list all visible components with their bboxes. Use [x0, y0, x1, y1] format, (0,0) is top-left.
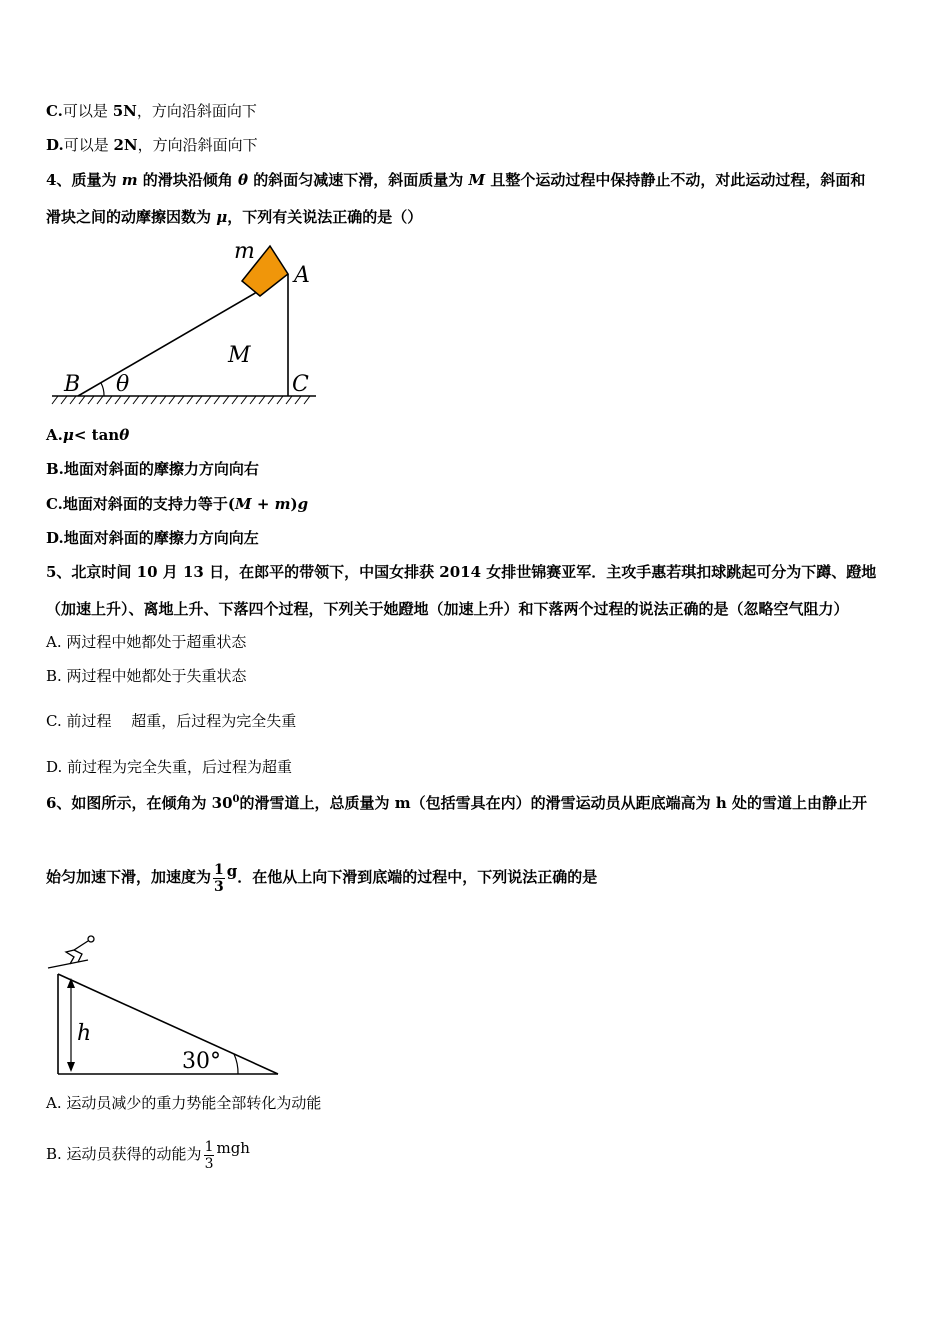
q4-option-c: C.地面对斜面的支持力等于(M + m)g	[46, 495, 309, 513]
q4-angle-arc	[101, 383, 104, 396]
q6-option-b: B. 运动员获得的动能为 $\frac{1}{3}$ mgh	[46, 1138, 250, 1172]
q4-stem-line1: 4、质量为 m 的滑块沿倾角 θ 的斜面匀减速下滑，斜面质量为 M 且整个运动过程中保持静止不动，对此运动过程，斜面和	[46, 171, 866, 189]
q5-stem-line2: （加速上升）、离地上升、下落四个过程，下列关于她蹬地（加速上升）和下落两个过程的说法正确的是（忽略空气阻力）	[46, 600, 849, 618]
q5-stem-line1: 5、北京时间 10 月 13 日，在郎平的带领下，中国女排获 2014 女排世锦赛亚军．主攻手惠若琪扣球跳起可分为下蹲、蹬地	[46, 563, 877, 581]
q3-option-c: C.可以是 5N，方向沿斜面向下	[46, 102, 257, 120]
q6-option-b-fraction: $\frac{1}{3}$	[204, 1138, 214, 1172]
q4-incline-figure	[48, 236, 323, 411]
q5-option-c: C. 前过程 超重，后过程为完全失重	[46, 712, 297, 730]
q4-ground-hatching	[52, 396, 310, 404]
q4-label-big-m: M	[228, 343, 251, 368]
q6-ski-slope-figure	[44, 930, 284, 1080]
q5-option-d: D. 前过程为完全失重，后过程为超重	[46, 758, 293, 776]
q4-label-c: C	[292, 372, 309, 397]
q4-stem-line2: 滑块之间的动摩擦因数为 μ，下列有关说法正确的是（）	[46, 208, 423, 226]
q6-option-a: A. 运动员减少的重力势能全部转化为动能	[46, 1094, 322, 1112]
q5-option-b: B. 两过程中她都处于失重状态	[46, 667, 247, 685]
q6-angle-arc	[234, 1054, 238, 1074]
q6-label-h: h	[77, 1021, 92, 1046]
q6-label-angle: 30°	[182, 1049, 221, 1074]
q6-stem-line1: 6、如图所示，在倾角为 $30^0$的滑雪道上，总质量为 m（包括雪具在内）的滑雪运动员从距底端高为 h 处的雪道上由静止开	[46, 794, 867, 812]
q5-option-a: A. 两过程中她都处于超重状态	[46, 633, 247, 651]
skier-icon	[48, 936, 94, 968]
q3-option-d: D.可以是 2N，方向沿斜面向下	[46, 136, 258, 154]
q4-label-theta: θ	[116, 372, 130, 397]
q4-label-a: A	[294, 263, 310, 288]
q4-option-d: D.地面对斜面的摩擦力方向向左	[46, 529, 259, 547]
q4-label-m: m	[234, 239, 255, 264]
q6-stem-line2: 始匀加速下滑，加速度为 $\frac{1}{3}$ g．在他从上向下滑到底端的过程中，下列说法正确的是	[46, 861, 598, 895]
q4-label-b: B	[64, 372, 81, 397]
q4-option-b: B.地面对斜面的摩擦力方向向右	[46, 460, 259, 478]
q4-option-a: A.μ< tanθ	[46, 426, 130, 444]
q6-fraction: $\frac{1}{3}$	[214, 861, 224, 895]
